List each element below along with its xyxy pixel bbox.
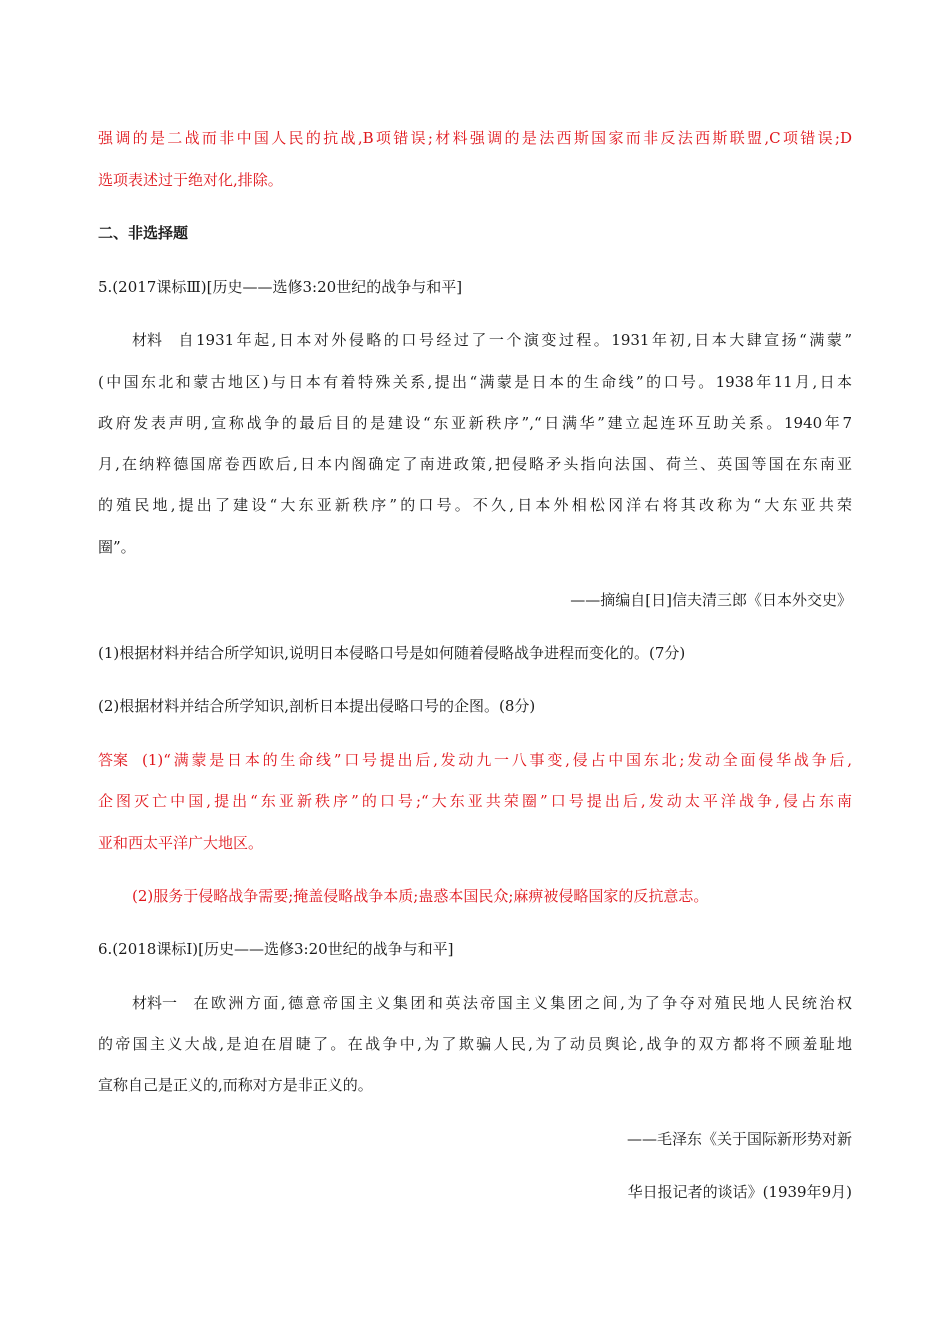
q5-sub-question-2: (2)根据材料并结合所学知识,剖析日本提出侵略口号的企图。(8分) [98, 697, 536, 715]
q6-material-line-3: 宣称自己是正义的,而称对方是非正义的。 [98, 1076, 373, 1094]
answer-label: 答案 [98, 751, 129, 769]
prev-answer-line-2: 选项表述过于绝对化,排除。 [98, 171, 283, 189]
q5-source: ——摘编自[日]信夫清三郎《日本外交史》 [570, 591, 852, 609]
q5-header: 5.(2017课标Ⅲ)[历史——选修3:20世纪的战争与和平] [98, 278, 463, 296]
q5-answer-line-1: 答案 (1)“满蒙是日本的生命线”口号提出后,发动九一八事变,侵占中国东北;发动全面侵华战争后, [98, 751, 852, 769]
q5-material-label: 材料 [132, 331, 163, 349]
q5-material-line-4: 月,在纳粹德国席卷西欧后,日本内阁确定了南进政策,把侵略矛头指向法国、荷兰、英国等国在东南亚 [98, 455, 852, 473]
q5-material-line-5: 的殖民地,提出了建设“大东亚新秩序”的口号。不久,日本外相松冈洋右将其改称为“大东亚共荣 [98, 496, 852, 514]
q6-material-label: 材料一 [132, 994, 178, 1012]
q5-answer-line-2: 企图灭亡中国,提出“东亚新秩序”的口号;“大东亚共荣圈”口号提出后,发动太平洋战争,侵占东南 [98, 792, 852, 810]
q6-source-line-1: ——毛泽东《关于国际新形势对新 [626, 1130, 852, 1148]
q5-material-line-3: 政府发表声明,宣称战争的最后目的是建设“东亚新秩序”,“日满华”建立起连环互助关系。1940年7 [98, 414, 852, 432]
q6-material-line-1: 材料一 在欧洲方面,德意帝国主义集团和英法帝国主义集团之间,为了争夺对殖民地人民统治权 [132, 994, 852, 1012]
q5-material-line-1: 材料 自1931年起,日本对外侵略的口号经过了一个演变过程。1931年初,日本大肆宣扬“满蒙” [132, 331, 852, 349]
q6-header: 6.(2018课标Ⅰ)[历史——选修3:20世纪的战争与和平] [98, 940, 454, 958]
section-title: 二、非选择题 [98, 224, 189, 242]
q5-answer-line-3: 亚和西太平洋广大地区。 [98, 834, 264, 852]
q5-material-line-6: 圈”。 [98, 538, 136, 556]
q6-source-line-2: 华日报记者的谈话》(1939年9月) [627, 1183, 852, 1201]
q5-sub-question-1: (1)根据材料并结合所学知识,说明日本侵略口号是如何随着侵略战争进程而变化的。(7分) [98, 644, 686, 662]
q5-answer-2: (2)服务于侵略战争需要;掩盖侵略战争本质;蛊惑本国民众;麻痹被侵略国家的反抗意志。 [132, 887, 709, 905]
q5-material-line-2: (中国东北和蒙古地区)与日本有着特殊关系,提出“满蒙是日本的生命线”的口号。1938年11月,日本 [98, 373, 852, 391]
prev-answer-line-1: 强调的是二战而非中国人民的抗战,B项错误;材料强调的是法西斯国家而非反法西斯联盟,C项错误;D [98, 129, 852, 147]
q6-material-line-2: 的帝国主义大战,是迫在眉睫了。在战争中,为了欺骗人民,为了动员舆论,战争的双方都将不顾羞耻地 [98, 1035, 852, 1053]
